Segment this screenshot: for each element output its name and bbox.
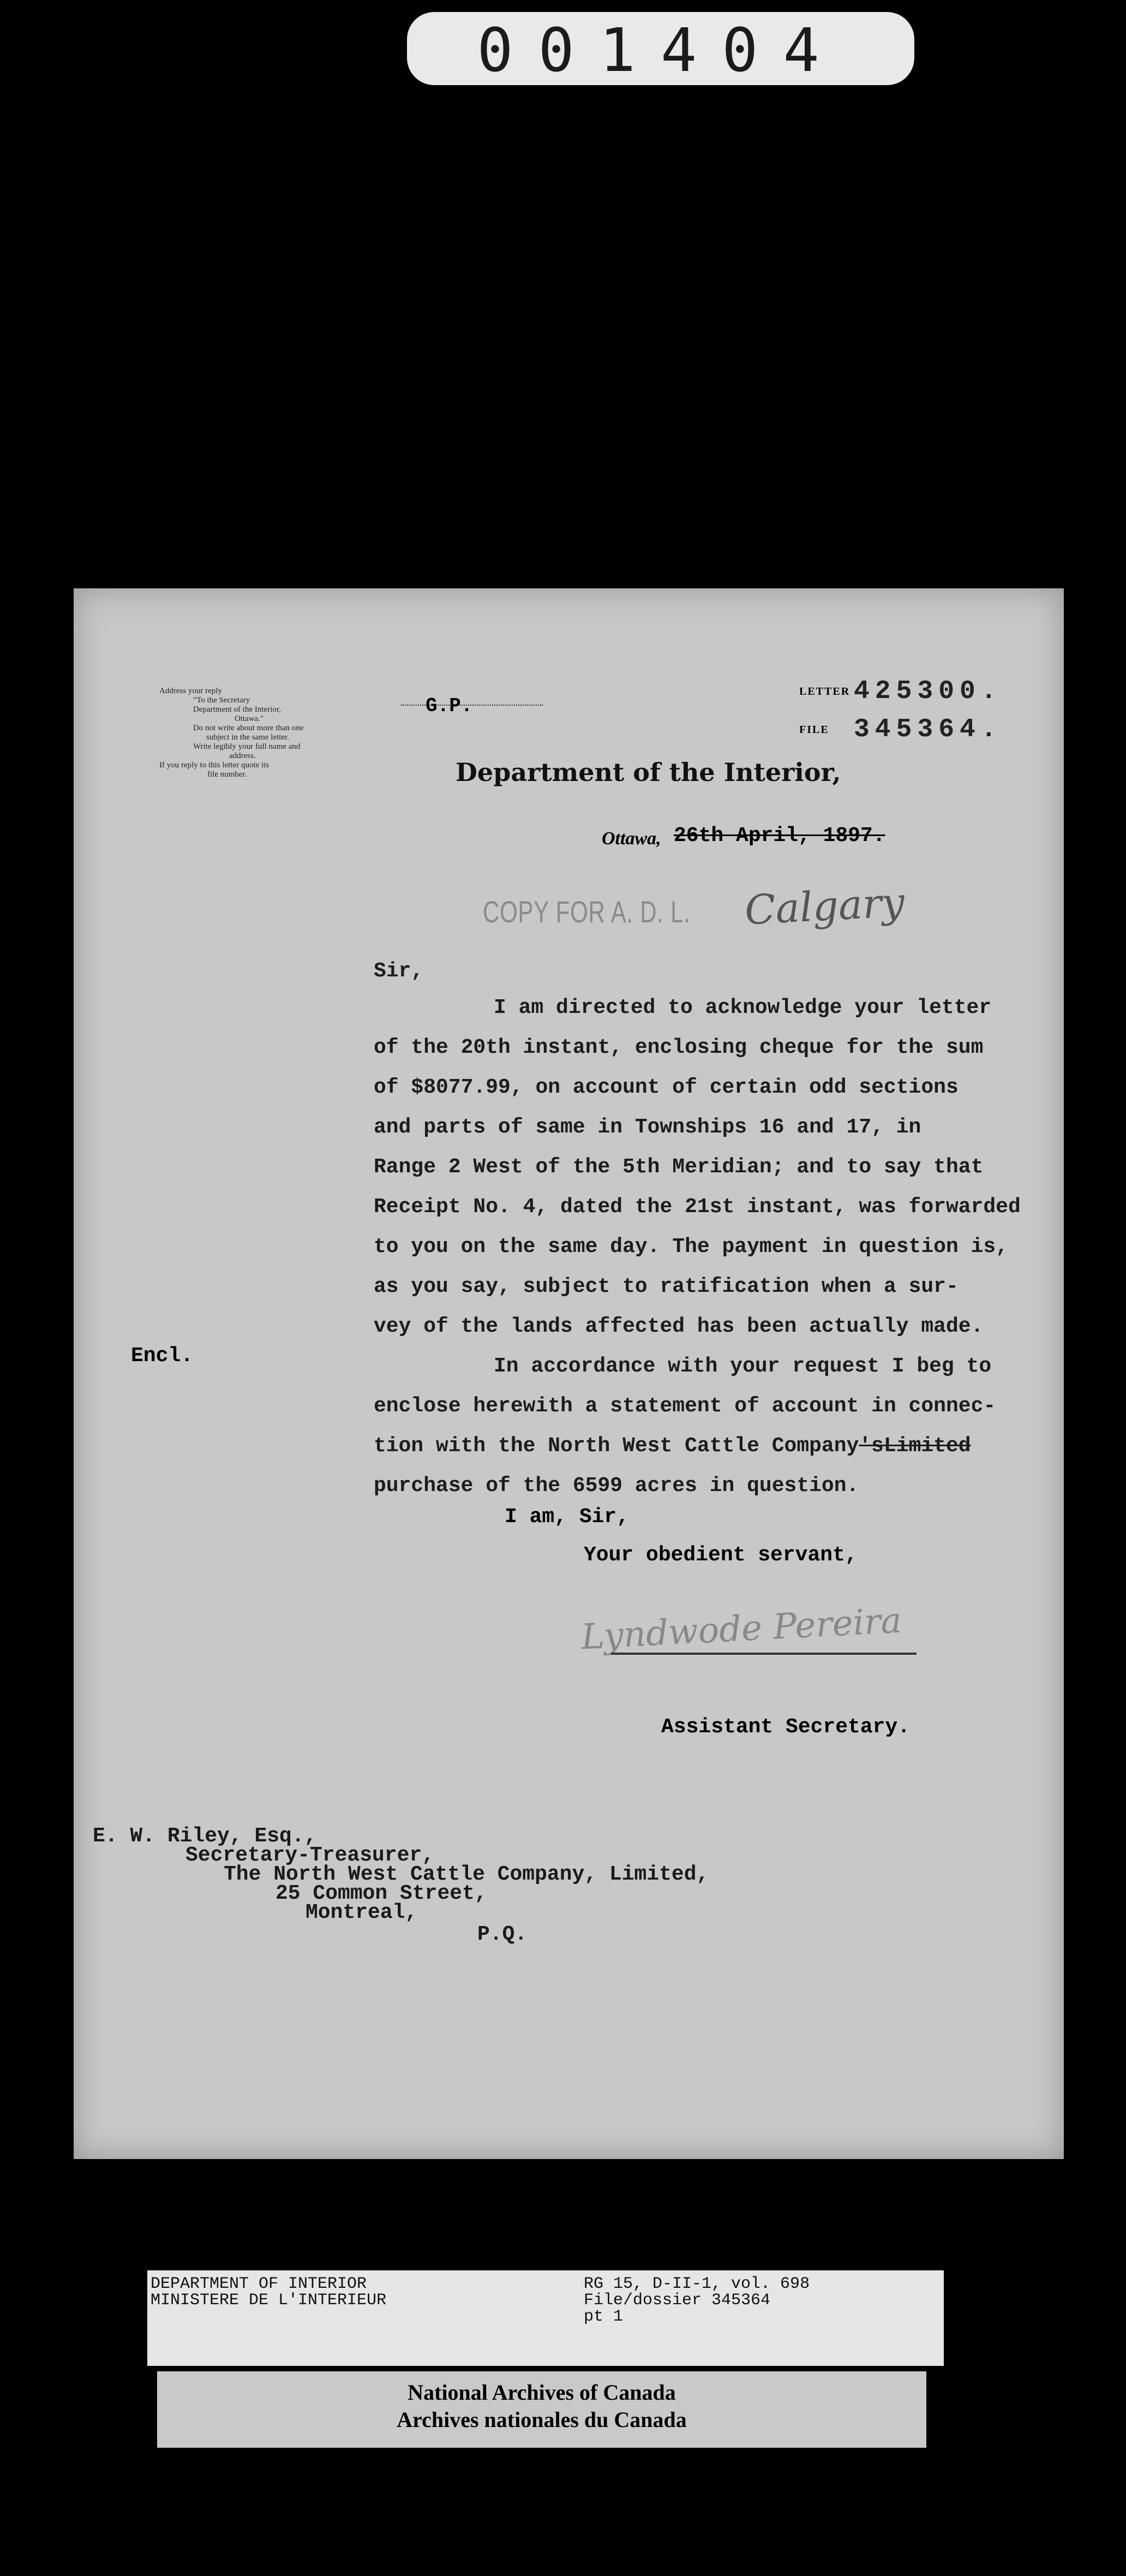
instruction-line: If you reply to this letter quote its	[159, 761, 269, 770]
body-line-text: tion with the North West Cattle Company	[374, 1434, 859, 1458]
archives-line: Archives nationales du Canada	[397, 2407, 687, 2432]
copy-stamp: COPY FOR A. D. L.	[483, 895, 691, 929]
archive-reference-label	[147, 2270, 944, 2366]
letter-date: 26th April, 1897.	[674, 824, 885, 848]
caption-line: MINISTERE DE L'INTERIEUR	[151, 2291, 387, 2310]
file-number: 345364.	[854, 715, 1002, 744]
initials: G.P.	[426, 695, 473, 717]
body-line: as you say, subject to ratification when a sur-	[374, 1275, 959, 1298]
letter-body	[374, 951, 1056, 1506]
reel-number: 001404	[477, 15, 844, 85]
body-line: Receipt No. 4, dated the 21st instant, was forwarded	[374, 1195, 1021, 1219]
caption-line: File/dossier 345364	[584, 2291, 771, 2310]
address-line: Secretary-Treasurer,	[185, 1844, 435, 1867]
instruction-line: "To the Secretary	[193, 696, 250, 705]
instruction-line: Ottawa."	[235, 714, 264, 723]
department-caption	[151, 2276, 386, 2309]
body-line	[374, 1426, 1056, 1466]
address-line: The North West Cattle Company, Limited,	[224, 1863, 709, 1886]
body-line: purchase of the 6599 acres in question.	[374, 1474, 859, 1498]
file-label: FILE	[799, 724, 829, 736]
address-line: 25 Common Street,	[275, 1882, 487, 1905]
file-reference	[799, 708, 1050, 747]
caption-line: DEPARTMENT OF INTERIOR	[151, 2275, 367, 2293]
archives-line: National Archives of Canada	[408, 2380, 676, 2405]
instruction-line: Department of the Interior,	[193, 705, 282, 714]
handwritten-annotation: Calgary	[743, 879, 906, 934]
department-heading: Department of the Interior,	[456, 758, 841, 787]
closing-line: I am, Sir,	[505, 1505, 630, 1529]
signature-rule	[611, 1653, 917, 1655]
body-line: to you on the same day. The payment in question is,	[374, 1235, 1008, 1259]
instruction-line: Write legibly your full name and	[193, 742, 301, 751]
salutation: Sir,	[374, 959, 424, 983]
archives-title	[157, 2379, 926, 2434]
letter-number: 425300.	[854, 677, 1002, 706]
address-line: Montreal,	[306, 1901, 418, 1924]
body-line: vey of the lands affected has been actually made.	[374, 1315, 984, 1338]
file-caption	[584, 2276, 810, 2325]
body-line: of $8077.99, on account of certain odd sections	[374, 1076, 959, 1099]
letter-reference	[799, 670, 1050, 708]
body-line: and parts of same in Townships 16 and 17, in	[374, 1116, 921, 1139]
signature-title: Assistant Secretary.	[661, 1715, 911, 1739]
caption-line: pt 1	[584, 2307, 624, 2326]
struck-text: 'sLimited	[859, 1434, 971, 1458]
instruction-line: subject in the same letter.	[206, 733, 290, 742]
signature: Lyndwode Pereira	[580, 1600, 903, 1658]
instruction-line: Address your reply	[159, 687, 222, 695]
body-line: I am directed to acknowledge your letter	[494, 996, 992, 1019]
place-line: Ottawa,	[602, 828, 661, 849]
instruction-line: file number.	[207, 770, 247, 779]
instruction-line: address.	[229, 752, 256, 760]
reel-number-label	[407, 12, 914, 85]
body-line: Range 2 West of the 5th Meridian; and to say that	[374, 1155, 984, 1179]
reply-instructions	[158, 687, 404, 779]
instruction-line: Do not write about more than one	[193, 724, 304, 732]
body-line: enclose herewith a statement of account in connec-	[374, 1394, 996, 1418]
letter-page	[74, 588, 1064, 2159]
letter-label: LETTER	[799, 685, 851, 697]
archives-label	[157, 2371, 926, 2448]
body-line: In accordance with your request I beg to	[494, 1355, 992, 1378]
caption-line: RG 15, D-II-1, vol. 698	[584, 2275, 810, 2293]
address-line: P.Q.	[477, 1923, 528, 1946]
address-line: E. W. Riley, Esq.,	[93, 1824, 317, 1848]
body-line: of the 20th instant, enclosing cheque for the sum	[374, 1036, 984, 1059]
closing-line: Your obedient servant,	[584, 1543, 858, 1567]
reference-numbers	[799, 670, 1050, 747]
enclosure-note: Encl.	[131, 1344, 194, 1368]
